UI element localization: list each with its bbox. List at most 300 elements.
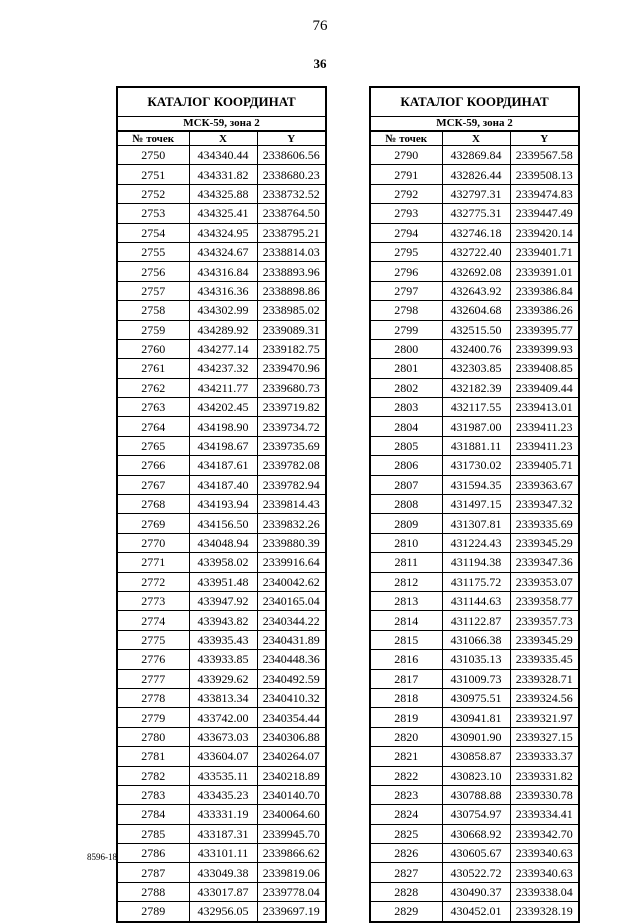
x-coordinate-cell: 431881.11 bbox=[442, 436, 510, 455]
catalog-zone: МСК-59, зона 2 bbox=[118, 117, 325, 131]
table-row bbox=[371, 417, 578, 436]
point-number-cell: 2779 bbox=[118, 708, 189, 727]
table-row bbox=[371, 863, 578, 882]
table-row bbox=[118, 146, 325, 165]
x-coordinate-cell: 430901.90 bbox=[442, 727, 510, 746]
x-coordinate-cell: 433929.62 bbox=[189, 669, 257, 688]
x-coordinate-cell: 433933.85 bbox=[189, 650, 257, 669]
point-number-cell: 2790 bbox=[371, 146, 442, 165]
x-coordinate-cell: 434316.84 bbox=[189, 262, 257, 281]
point-number-cell: 2816 bbox=[371, 650, 442, 669]
y-coordinate-cell: 2339782.94 bbox=[257, 475, 325, 494]
point-number-cell: 2774 bbox=[118, 611, 189, 630]
table-row bbox=[118, 630, 325, 649]
x-coordinate-cell: 430941.81 bbox=[442, 708, 510, 727]
x-coordinate-cell: 432604.68 bbox=[442, 301, 510, 320]
table-row bbox=[118, 863, 325, 882]
x-coordinate-cell: 430452.01 bbox=[442, 902, 510, 921]
y-coordinate-cell: 2339089.31 bbox=[257, 320, 325, 339]
header-point-number: № точек bbox=[371, 132, 442, 146]
y-coordinate-cell: 2339880.39 bbox=[257, 533, 325, 552]
point-number-cell: 2801 bbox=[371, 359, 442, 378]
point-number-cell: 2807 bbox=[371, 475, 442, 494]
point-number-cell: 2783 bbox=[118, 785, 189, 804]
point-number-cell: 2777 bbox=[118, 669, 189, 688]
x-coordinate-cell: 431175.72 bbox=[442, 572, 510, 591]
point-number-cell: 2795 bbox=[371, 242, 442, 261]
table-row bbox=[118, 359, 325, 378]
point-number-cell: 2813 bbox=[371, 591, 442, 610]
table-row bbox=[371, 320, 578, 339]
point-number-cell: 2752 bbox=[118, 184, 189, 203]
y-coordinate-cell: 2339328.19 bbox=[510, 902, 578, 921]
point-number-cell: 2761 bbox=[118, 359, 189, 378]
table-row bbox=[118, 805, 325, 824]
y-coordinate-cell: 2340218.89 bbox=[257, 766, 325, 785]
table-row bbox=[118, 650, 325, 669]
y-coordinate-cell: 2339508.13 bbox=[510, 165, 578, 184]
x-coordinate-cell: 434316.36 bbox=[189, 281, 257, 300]
x-coordinate-cell: 432775.31 bbox=[442, 204, 510, 223]
x-coordinate-cell: 431144.63 bbox=[442, 591, 510, 610]
x-coordinate-cell: 434277.14 bbox=[189, 339, 257, 358]
table-row bbox=[118, 553, 325, 572]
point-number-cell: 2762 bbox=[118, 378, 189, 397]
y-coordinate-cell: 2338898.86 bbox=[257, 281, 325, 300]
y-coordinate-cell: 2340492.59 bbox=[257, 669, 325, 688]
y-coordinate-cell: 2339832.26 bbox=[257, 514, 325, 533]
point-number-cell: 2754 bbox=[118, 223, 189, 242]
y-coordinate-cell: 2339778.04 bbox=[257, 882, 325, 901]
table-row bbox=[118, 165, 325, 184]
point-number-cell: 2765 bbox=[118, 436, 189, 455]
x-coordinate-cell: 434324.95 bbox=[189, 223, 257, 242]
point-number-cell: 2759 bbox=[118, 320, 189, 339]
y-coordinate-cell: 2338606.56 bbox=[257, 146, 325, 165]
x-coordinate-cell: 434325.41 bbox=[189, 204, 257, 223]
table-row bbox=[371, 184, 578, 203]
x-coordinate-cell: 432182.39 bbox=[442, 378, 510, 397]
table-row bbox=[371, 882, 578, 901]
point-number-cell: 2827 bbox=[371, 863, 442, 882]
point-number-cell: 2825 bbox=[371, 824, 442, 843]
y-coordinate-cell: 2338893.96 bbox=[257, 262, 325, 281]
table-row bbox=[118, 688, 325, 707]
point-number-cell: 2780 bbox=[118, 727, 189, 746]
y-coordinate-cell: 2339411.23 bbox=[510, 436, 578, 455]
table-row bbox=[371, 669, 578, 688]
x-coordinate-cell: 430490.37 bbox=[442, 882, 510, 901]
table-row bbox=[371, 747, 578, 766]
point-number-cell: 2767 bbox=[118, 475, 189, 494]
x-coordinate-cell: 431497.15 bbox=[442, 495, 510, 514]
table-row bbox=[371, 766, 578, 785]
y-coordinate-cell: 2339447.49 bbox=[510, 204, 578, 223]
point-number-cell: 2784 bbox=[118, 805, 189, 824]
point-number-cell: 2769 bbox=[118, 514, 189, 533]
x-coordinate-cell: 434202.45 bbox=[189, 398, 257, 417]
x-coordinate-cell: 433535.11 bbox=[189, 766, 257, 785]
table-row bbox=[371, 630, 578, 649]
header-y: Y bbox=[257, 132, 325, 146]
y-coordinate-cell: 2339814.43 bbox=[257, 495, 325, 514]
y-coordinate-cell: 2340264.07 bbox=[257, 747, 325, 766]
table-row bbox=[371, 495, 578, 514]
y-coordinate-cell: 2339408.85 bbox=[510, 359, 578, 378]
table-row bbox=[118, 591, 325, 610]
coordinate-catalog-left bbox=[116, 86, 327, 923]
x-coordinate-cell: 431009.73 bbox=[442, 669, 510, 688]
point-number-cell: 2776 bbox=[118, 650, 189, 669]
y-coordinate-cell: 2339386.84 bbox=[510, 281, 578, 300]
y-coordinate-cell: 2338680.23 bbox=[257, 165, 325, 184]
x-coordinate-cell: 432692.08 bbox=[442, 262, 510, 281]
y-coordinate-cell: 2340140.70 bbox=[257, 785, 325, 804]
x-coordinate-cell: 432797.31 bbox=[442, 184, 510, 203]
x-coordinate-cell: 434237.32 bbox=[189, 359, 257, 378]
y-coordinate-cell: 2340344.22 bbox=[257, 611, 325, 630]
x-coordinate-cell: 433049.38 bbox=[189, 863, 257, 882]
catalog-title: КАТАЛОГ КООРДИНАТ bbox=[371, 88, 578, 117]
point-number-cell: 2808 bbox=[371, 495, 442, 514]
x-coordinate-cell: 433813.34 bbox=[189, 688, 257, 707]
y-coordinate-cell: 2338795.21 bbox=[257, 223, 325, 242]
table-row bbox=[371, 456, 578, 475]
table-row bbox=[371, 708, 578, 727]
y-coordinate-cell: 2339719.82 bbox=[257, 398, 325, 417]
y-coordinate-cell: 2338764.50 bbox=[257, 204, 325, 223]
x-coordinate-cell: 434198.90 bbox=[189, 417, 257, 436]
x-coordinate-cell: 432117.55 bbox=[442, 398, 510, 417]
table-row bbox=[371, 727, 578, 746]
y-coordinate-cell: 2338732.52 bbox=[257, 184, 325, 203]
point-number-cell: 2804 bbox=[371, 417, 442, 436]
point-number-cell: 2823 bbox=[371, 785, 442, 804]
header-y: Y bbox=[510, 132, 578, 146]
y-coordinate-cell: 2339357.73 bbox=[510, 611, 578, 630]
y-coordinate-cell: 2339680.73 bbox=[257, 378, 325, 397]
table-row bbox=[371, 844, 578, 863]
y-coordinate-cell: 2338814.03 bbox=[257, 242, 325, 261]
y-coordinate-cell: 2339409.44 bbox=[510, 378, 578, 397]
point-number-cell: 2799 bbox=[371, 320, 442, 339]
y-coordinate-cell: 2339734.72 bbox=[257, 417, 325, 436]
x-coordinate-cell: 433947.92 bbox=[189, 591, 257, 610]
table-row bbox=[118, 242, 325, 261]
y-coordinate-cell: 2339399.93 bbox=[510, 339, 578, 358]
x-coordinate-cell: 430754.97 bbox=[442, 805, 510, 824]
table-row bbox=[118, 727, 325, 746]
y-coordinate-cell: 2339353.07 bbox=[510, 572, 578, 591]
point-number-cell: 2819 bbox=[371, 708, 442, 727]
point-number-cell: 2809 bbox=[371, 514, 442, 533]
y-coordinate-cell: 2338985.02 bbox=[257, 301, 325, 320]
table-row bbox=[371, 146, 578, 165]
table-row bbox=[118, 320, 325, 339]
table-row bbox=[118, 708, 325, 727]
x-coordinate-cell: 432643.92 bbox=[442, 281, 510, 300]
point-number-cell: 2824 bbox=[371, 805, 442, 824]
table-row bbox=[371, 204, 578, 223]
x-coordinate-cell: 433331.19 bbox=[189, 805, 257, 824]
y-coordinate-cell: 2339819.06 bbox=[257, 863, 325, 882]
y-coordinate-cell: 2339411.23 bbox=[510, 417, 578, 436]
table-row bbox=[118, 533, 325, 552]
y-coordinate-cell: 2339413.01 bbox=[510, 398, 578, 417]
table-row bbox=[118, 223, 325, 242]
y-coordinate-cell: 2339327.15 bbox=[510, 727, 578, 746]
y-coordinate-cell: 2339347.36 bbox=[510, 553, 578, 572]
table-row bbox=[371, 262, 578, 281]
point-number-cell: 2766 bbox=[118, 456, 189, 475]
x-coordinate-cell: 434156.50 bbox=[189, 514, 257, 533]
point-number-cell: 2822 bbox=[371, 766, 442, 785]
y-coordinate-cell: 2340410.32 bbox=[257, 688, 325, 707]
point-number-cell: 2814 bbox=[371, 611, 442, 630]
catalog-zone: МСК-59, зона 2 bbox=[371, 117, 578, 131]
point-number-cell: 2788 bbox=[118, 882, 189, 901]
x-coordinate-cell: 430788.88 bbox=[442, 785, 510, 804]
point-number-cell: 2793 bbox=[371, 204, 442, 223]
header-x: X bbox=[189, 132, 257, 146]
x-coordinate-cell: 434187.40 bbox=[189, 475, 257, 494]
y-coordinate-cell: 2339340.63 bbox=[510, 844, 578, 863]
point-number-cell: 2760 bbox=[118, 339, 189, 358]
table-row bbox=[118, 495, 325, 514]
y-coordinate-cell: 2339328.71 bbox=[510, 669, 578, 688]
table-row bbox=[371, 650, 578, 669]
x-coordinate-cell: 432826.44 bbox=[442, 165, 510, 184]
y-coordinate-cell: 2339338.04 bbox=[510, 882, 578, 901]
table-row bbox=[371, 688, 578, 707]
point-number-cell: 2820 bbox=[371, 727, 442, 746]
table-row bbox=[118, 204, 325, 223]
x-coordinate-cell: 431224.43 bbox=[442, 533, 510, 552]
point-number-cell: 2787 bbox=[118, 863, 189, 882]
table-row bbox=[118, 844, 325, 863]
x-coordinate-cell: 434340.44 bbox=[189, 146, 257, 165]
table-row bbox=[118, 475, 325, 494]
point-number-cell: 2821 bbox=[371, 747, 442, 766]
table-row bbox=[371, 301, 578, 320]
point-number-cell: 2756 bbox=[118, 262, 189, 281]
y-coordinate-cell: 2340354.44 bbox=[257, 708, 325, 727]
table-row bbox=[118, 824, 325, 843]
x-coordinate-cell: 434211.77 bbox=[189, 378, 257, 397]
table-row bbox=[371, 533, 578, 552]
point-number-cell: 2800 bbox=[371, 339, 442, 358]
table-row bbox=[371, 611, 578, 630]
point-number-cell: 2805 bbox=[371, 436, 442, 455]
point-number-cell: 2798 bbox=[371, 301, 442, 320]
table-row bbox=[118, 882, 325, 901]
table-row bbox=[118, 378, 325, 397]
coordinate-catalog-right bbox=[369, 86, 580, 923]
table-row bbox=[118, 572, 325, 591]
y-coordinate-cell: 2339945.70 bbox=[257, 824, 325, 843]
table-row bbox=[118, 398, 325, 417]
x-coordinate-cell: 433187.31 bbox=[189, 824, 257, 843]
y-coordinate-cell: 2340064.60 bbox=[257, 805, 325, 824]
table-row bbox=[371, 475, 578, 494]
table-row bbox=[118, 514, 325, 533]
point-number-cell: 2763 bbox=[118, 398, 189, 417]
table-row bbox=[371, 359, 578, 378]
coordinate-table bbox=[371, 131, 578, 921]
x-coordinate-cell: 433435.23 bbox=[189, 785, 257, 804]
y-coordinate-cell: 2339347.32 bbox=[510, 495, 578, 514]
point-number-cell: 2781 bbox=[118, 747, 189, 766]
point-number-cell: 2771 bbox=[118, 553, 189, 572]
y-coordinate-cell: 2339345.29 bbox=[510, 630, 578, 649]
x-coordinate-cell: 431194.38 bbox=[442, 553, 510, 572]
point-number-cell: 2797 bbox=[371, 281, 442, 300]
table-row bbox=[118, 747, 325, 766]
point-number-cell: 2753 bbox=[118, 204, 189, 223]
point-number-cell: 2796 bbox=[371, 262, 442, 281]
table-row bbox=[118, 417, 325, 436]
table-row bbox=[371, 223, 578, 242]
x-coordinate-cell: 434324.67 bbox=[189, 242, 257, 261]
x-coordinate-cell: 431594.35 bbox=[442, 475, 510, 494]
y-coordinate-cell: 2339321.97 bbox=[510, 708, 578, 727]
table-row bbox=[118, 436, 325, 455]
y-coordinate-cell: 2339342.70 bbox=[510, 824, 578, 843]
x-coordinate-cell: 434187.61 bbox=[189, 456, 257, 475]
y-coordinate-cell: 2339782.08 bbox=[257, 456, 325, 475]
point-number-cell: 2757 bbox=[118, 281, 189, 300]
point-number-cell: 2789 bbox=[118, 902, 189, 921]
point-number-cell: 2778 bbox=[118, 688, 189, 707]
table-body bbox=[371, 146, 578, 921]
x-coordinate-cell: 430858.87 bbox=[442, 747, 510, 766]
x-coordinate-cell: 434048.94 bbox=[189, 533, 257, 552]
table-row bbox=[371, 436, 578, 455]
point-number-cell: 2751 bbox=[118, 165, 189, 184]
page-number: 76 bbox=[312, 18, 328, 34]
x-coordinate-cell: 434289.92 bbox=[189, 320, 257, 339]
table-row bbox=[371, 514, 578, 533]
x-coordinate-cell: 430605.67 bbox=[442, 844, 510, 863]
x-coordinate-cell: 434325.88 bbox=[189, 184, 257, 203]
y-coordinate-cell: 2339395.77 bbox=[510, 320, 578, 339]
y-coordinate-cell: 2339567.58 bbox=[510, 146, 578, 165]
y-coordinate-cell: 2339735.69 bbox=[257, 436, 325, 455]
point-number-cell: 2782 bbox=[118, 766, 189, 785]
point-number-cell: 2803 bbox=[371, 398, 442, 417]
point-number-cell: 2802 bbox=[371, 378, 442, 397]
x-coordinate-cell: 432722.40 bbox=[442, 242, 510, 261]
x-coordinate-cell: 431035.13 bbox=[442, 650, 510, 669]
x-coordinate-cell: 432303.85 bbox=[442, 359, 510, 378]
y-coordinate-cell: 2339331.82 bbox=[510, 766, 578, 785]
table-row bbox=[371, 378, 578, 397]
y-coordinate-cell: 2339324.56 bbox=[510, 688, 578, 707]
x-coordinate-cell: 433604.07 bbox=[189, 747, 257, 766]
x-coordinate-cell: 431307.81 bbox=[442, 514, 510, 533]
y-coordinate-cell: 2339335.69 bbox=[510, 514, 578, 533]
point-number-cell: 2791 bbox=[371, 165, 442, 184]
point-number-cell: 2810 bbox=[371, 533, 442, 552]
x-coordinate-cell: 430522.72 bbox=[442, 863, 510, 882]
y-coordinate-cell: 2340165.04 bbox=[257, 591, 325, 610]
table-row bbox=[371, 572, 578, 591]
point-number-cell: 2773 bbox=[118, 591, 189, 610]
x-coordinate-cell: 432746.18 bbox=[442, 223, 510, 242]
x-coordinate-cell: 431122.87 bbox=[442, 611, 510, 630]
point-number-cell: 2770 bbox=[118, 533, 189, 552]
header-row bbox=[118, 132, 325, 146]
point-number-cell: 2815 bbox=[371, 630, 442, 649]
y-coordinate-cell: 2339345.29 bbox=[510, 533, 578, 552]
table-row bbox=[118, 262, 325, 281]
x-coordinate-cell: 430975.51 bbox=[442, 688, 510, 707]
x-coordinate-cell: 434198.67 bbox=[189, 436, 257, 455]
table-row bbox=[371, 281, 578, 300]
point-number-cell: 2806 bbox=[371, 456, 442, 475]
x-coordinate-cell: 432956.05 bbox=[189, 902, 257, 921]
table-row bbox=[371, 242, 578, 261]
table-row bbox=[371, 805, 578, 824]
table-row bbox=[371, 553, 578, 572]
y-coordinate-cell: 2339697.19 bbox=[257, 902, 325, 921]
y-coordinate-cell: 2340042.62 bbox=[257, 572, 325, 591]
table-row bbox=[371, 591, 578, 610]
y-coordinate-cell: 2339420.14 bbox=[510, 223, 578, 242]
x-coordinate-cell: 433958.02 bbox=[189, 553, 257, 572]
point-number-cell: 2818 bbox=[371, 688, 442, 707]
table-row bbox=[371, 824, 578, 843]
table-row bbox=[371, 165, 578, 184]
table-row bbox=[118, 301, 325, 320]
x-coordinate-cell: 430823.10 bbox=[442, 766, 510, 785]
y-coordinate-cell: 2339335.45 bbox=[510, 650, 578, 669]
y-coordinate-cell: 2339340.63 bbox=[510, 863, 578, 882]
table-row bbox=[118, 669, 325, 688]
y-coordinate-cell: 2339386.26 bbox=[510, 301, 578, 320]
y-coordinate-cell: 2339405.71 bbox=[510, 456, 578, 475]
point-number-cell: 2794 bbox=[371, 223, 442, 242]
y-coordinate-cell: 2340306.88 bbox=[257, 727, 325, 746]
x-coordinate-cell: 430668.92 bbox=[442, 824, 510, 843]
point-number-cell: 2829 bbox=[371, 902, 442, 921]
table-row bbox=[118, 339, 325, 358]
table-row bbox=[371, 785, 578, 804]
y-coordinate-cell: 2339333.37 bbox=[510, 747, 578, 766]
point-number-cell: 2811 bbox=[371, 553, 442, 572]
x-coordinate-cell: 433673.03 bbox=[189, 727, 257, 746]
x-coordinate-cell: 433943.82 bbox=[189, 611, 257, 630]
point-number-cell: 2764 bbox=[118, 417, 189, 436]
x-coordinate-cell: 434331.82 bbox=[189, 165, 257, 184]
y-coordinate-cell: 2340431.89 bbox=[257, 630, 325, 649]
point-number-cell: 2785 bbox=[118, 824, 189, 843]
header-x: X bbox=[442, 132, 510, 146]
x-coordinate-cell: 432515.50 bbox=[442, 320, 510, 339]
table-row bbox=[371, 339, 578, 358]
table-row bbox=[118, 456, 325, 475]
coordinate-table bbox=[118, 131, 325, 921]
catalog-title: КАТАЛОГ КООРДИНАТ bbox=[118, 88, 325, 117]
header-row bbox=[371, 132, 578, 146]
y-coordinate-cell: 2339330.78 bbox=[510, 785, 578, 804]
table-row bbox=[118, 281, 325, 300]
y-coordinate-cell: 2339182.75 bbox=[257, 339, 325, 358]
y-coordinate-cell: 2339363.67 bbox=[510, 475, 578, 494]
point-number-cell: 2812 bbox=[371, 572, 442, 591]
x-coordinate-cell: 432400.76 bbox=[442, 339, 510, 358]
table-row bbox=[118, 766, 325, 785]
